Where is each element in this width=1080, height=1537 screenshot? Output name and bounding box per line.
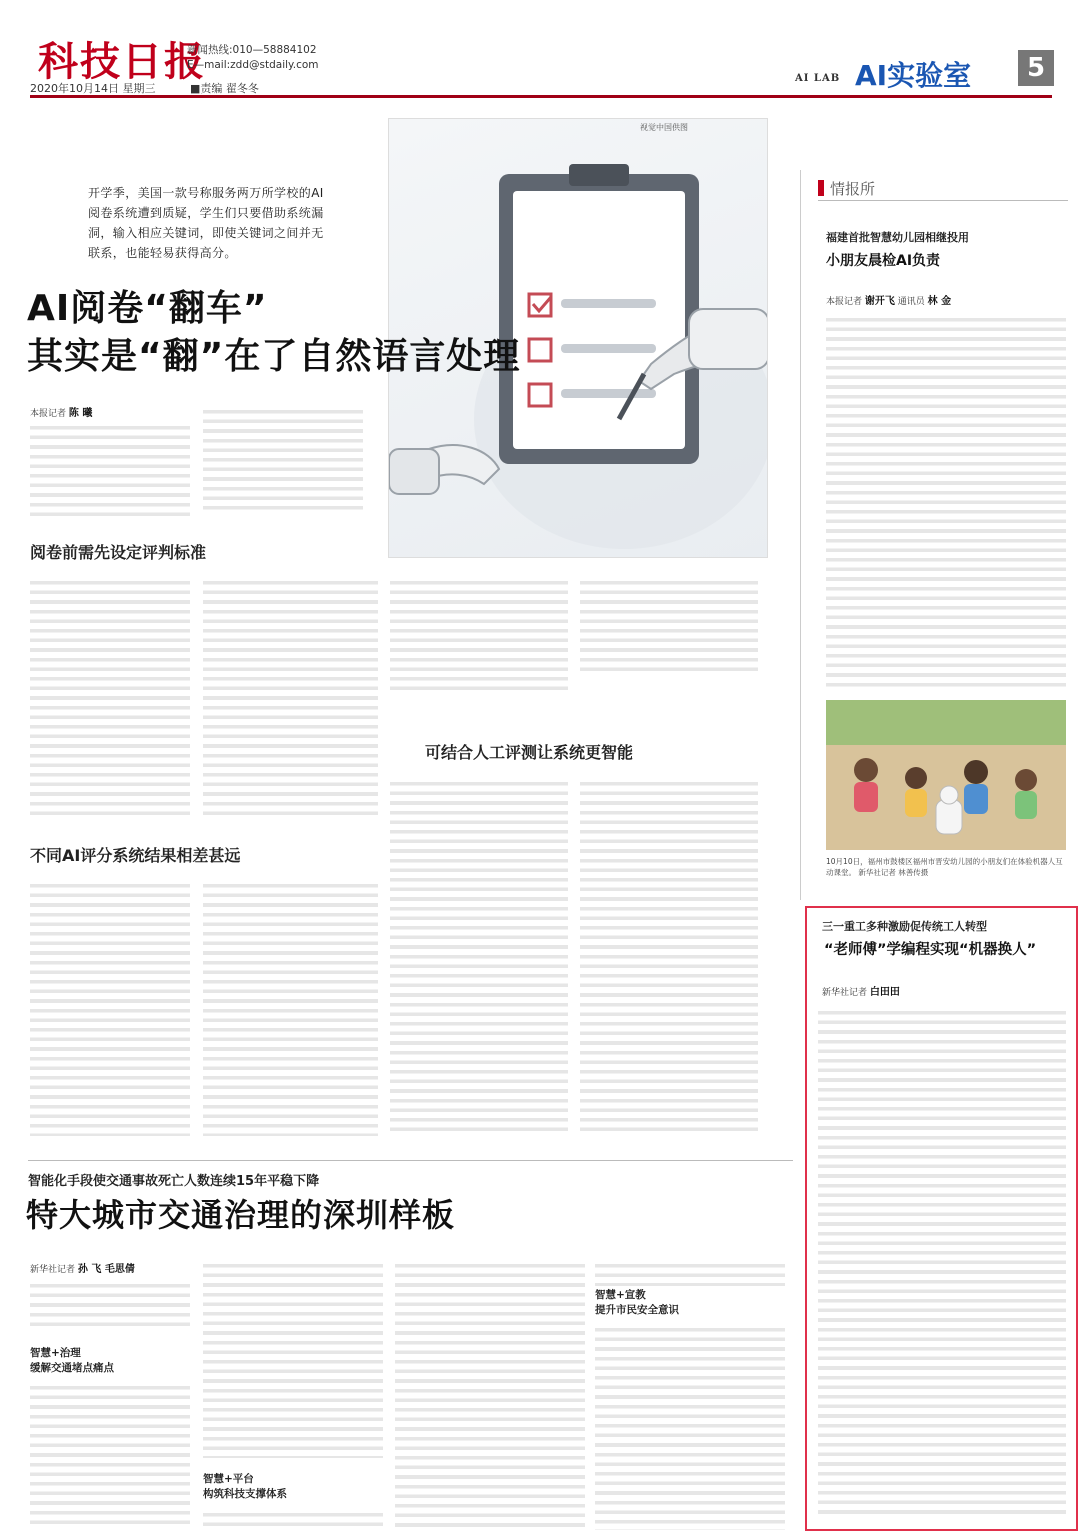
boxed-kicker: 三一重工多种激励促传统工人转型 xyxy=(822,920,987,933)
hotline: 新闻热线:010—58884102 xyxy=(187,44,317,56)
body-text-block xyxy=(818,1005,1066,1520)
bottom-subhead-3: 智慧+宣教 提升市民安全意识 xyxy=(595,1289,679,1316)
body-text-block xyxy=(30,575,190,815)
bottom-byline: 新华社记者 孙 飞 毛思倩 xyxy=(30,1264,135,1275)
masthead-contact xyxy=(187,43,319,73)
kindergarten-photo xyxy=(826,700,1066,850)
body-text-block xyxy=(203,404,363,512)
photo-caption: 10月10日，福州市鼓楼区福州市晋安幼儿园的小朋友们在体验机器人互动课堂。 新华社记者 林善传摄 xyxy=(826,857,1063,877)
body-text-block xyxy=(826,312,1066,692)
body-text-block xyxy=(30,878,190,1136)
main-headline-line-1: AI阅卷“翻车” xyxy=(27,288,268,329)
children-robot-photo xyxy=(826,700,1066,850)
body-text-block xyxy=(580,776,758,1136)
body-text-block xyxy=(390,776,568,1136)
subhead-2: 可结合人工评测让系统更智能 xyxy=(425,743,634,762)
body-text-block xyxy=(203,575,378,815)
lead-paragraph: 开学季，美国一款号称服务两万所学校的AI阅卷系统遭到质疑，学生们只要借助系统漏洞，输入相应关键词，即使关键词之间并无联系，也能轻易获得高分。 xyxy=(88,186,324,260)
subhead-1: 阅卷前需先设定评判标准 xyxy=(30,543,207,562)
subhead-3: 不同AI评分系统结果相差甚远 xyxy=(30,846,241,865)
body-text-block xyxy=(203,1507,383,1532)
main-byline: 本报记者 陈 曦 xyxy=(30,408,93,419)
sidebar-tag: 情报所 xyxy=(830,180,876,198)
body-text-block xyxy=(30,420,190,516)
body-text-block xyxy=(30,1278,190,1330)
body-text-block xyxy=(580,575,758,675)
sidebar-headline: 小朋友晨检AI负责 xyxy=(826,253,941,269)
bottom-subhead-1: 智慧+治理 缓解交通堵点痛点 xyxy=(30,1347,114,1374)
header-rule xyxy=(30,95,1052,98)
body-text-block xyxy=(595,1322,785,1530)
newspaper-logo: 科技日报 xyxy=(38,38,206,85)
tag-mark-icon xyxy=(818,180,824,196)
body-text-block xyxy=(203,1258,383,1458)
sidebar-byline: 本报记者 谢开飞 通讯员 林 金 xyxy=(826,296,952,307)
body-text-block xyxy=(390,575,568,695)
boxed-byline: 新华社记者 白田田 xyxy=(822,987,900,998)
boxed-headline: “老师傅”学编程实现“机器换人” xyxy=(824,942,1037,958)
email: E—mail:zdd@stdaily.com xyxy=(187,59,319,71)
section-title: AI实验室 xyxy=(855,59,972,92)
issue-date: 2020年10月14日 星期三 xyxy=(30,82,156,95)
body-text-block xyxy=(595,1258,785,1286)
image-credit: 视觉中国供图 xyxy=(640,123,688,132)
sidebar-kicker: 福建首批智慧幼儿园相继投用 xyxy=(826,231,969,244)
section-en-label: AI LAB xyxy=(795,73,841,84)
body-text-block xyxy=(203,878,378,1136)
main-headline xyxy=(27,285,520,381)
page-number: 5 xyxy=(1018,50,1054,86)
column-divider xyxy=(800,170,801,900)
editor-credit: ■责编 翟冬冬 xyxy=(190,82,259,95)
sidebar-rule xyxy=(818,200,1068,201)
main-headline-line-2: 其实是“翻”在了自然语言处理 xyxy=(27,336,521,377)
bottom-headline: 特大城市交通治理的深圳样板 xyxy=(26,1196,456,1234)
body-text-block xyxy=(30,1380,190,1530)
body-text-block xyxy=(395,1258,585,1530)
section-rule xyxy=(28,1160,793,1161)
bottom-subhead-2: 智慧+平台 构筑科技支撑体系 xyxy=(203,1473,287,1500)
bottom-kicker: 智能化手段使交通事故死亡人数连续15年平稳下降 xyxy=(28,1174,320,1189)
